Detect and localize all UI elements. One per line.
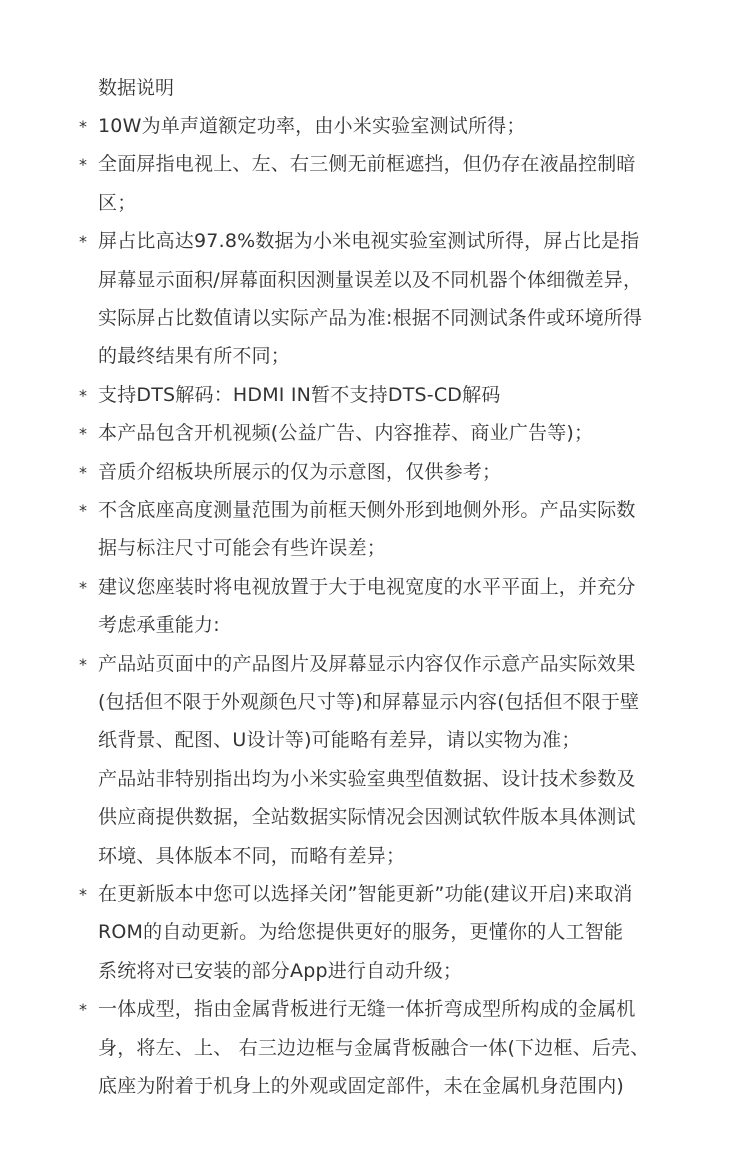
note-text-line: 音质介绍板块所展示的仅为示意图，仅供参考； bbox=[98, 460, 502, 483]
bullet-marker: * bbox=[79, 654, 87, 674]
note-text-line: 产品站非特别指出均为小米实验室典型值数据、设计技术参数及 bbox=[98, 767, 636, 790]
note-text-line: ROM的自动更新。为给您提供更好的服务，更懂你的人工智能 bbox=[98, 921, 624, 944]
note-text-line: 全面屏指电视上、左、右三侧无前框遮挡，但仍存在液晶控制暗 bbox=[98, 153, 636, 176]
bullet-marker: * bbox=[79, 885, 87, 904]
bullet-marker: * bbox=[79, 501, 87, 520]
bullet-marker: * bbox=[79, 462, 87, 482]
document-title: 数据说明 bbox=[98, 77, 175, 99]
note-text-line: 10W为单声道额定功率，由小米实验室测试所得； bbox=[98, 115, 526, 137]
note-text-line: 本产品包含开机视频(公益广告、内容推荐、商业广告等)； bbox=[98, 422, 594, 445]
bullet-marker: * bbox=[79, 385, 87, 405]
note-text-line: 供应商提供数据，全站数据实际情况会因测试软件版本具体测试 bbox=[98, 806, 636, 829]
note-text-line: 支持DTS解码：HDMI IN暂不支持DTS-CD解码 bbox=[98, 383, 501, 406]
note-text-line: 在更新版本中您可以选择关闭”智能更新”功能(建议开启)来取消 bbox=[98, 883, 633, 905]
bullet-marker: * bbox=[79, 424, 87, 444]
note-text-line: 底座为附着于机身上的外观或固定部件，未在金属机身范围内) bbox=[98, 1074, 625, 1097]
note-text-line: 身，将左、上、 右三边边框与金属背板融合一体(下边框、后壳、 bbox=[98, 1036, 650, 1059]
note-text-line: 屏占比高达97.8%数据为小米电视实验室测试所得，屏占比是指 bbox=[98, 230, 640, 253]
note-text-line: 系统将对已安装的部分App进行自动升级； bbox=[98, 959, 463, 982]
note-text-line: 产品站页面中的产品图片及屏幕显示内容仅作示意产品实际效果 bbox=[98, 652, 636, 675]
note-text-line: 据与标注尺寸可能会有些许误差； bbox=[98, 537, 387, 560]
note-text-line: 建议您座装时将电视放置于大于电视宽度的水平平面上，并充分 bbox=[98, 575, 636, 598]
note-text-line: 不含底座高度测量范围为前框天侧外形到地侧外形。产品实际数 bbox=[98, 499, 636, 521]
bullet-marker: * bbox=[79, 155, 87, 175]
bullet-marker: * bbox=[79, 577, 87, 597]
note-text-line: 实际屏占比数值请以实际产品为准:根据不同测试条件或环境所得 bbox=[98, 306, 643, 329]
note-text-line: 区； bbox=[98, 191, 137, 214]
note-text-line: 屏幕显示面积/屏幕面积因测量误差以及不同机器个体细微差异， bbox=[98, 268, 643, 291]
bullet-marker: * bbox=[79, 232, 87, 252]
bullet-marker: * bbox=[79, 1000, 87, 1020]
note-text-line: 一体成型，指由金属背板进行无缝一体折弯成型所构成的金属机 bbox=[98, 998, 636, 1021]
note-text-line: 环境、具体版本不同，而略有差异； bbox=[98, 844, 406, 867]
note-text-line: 的最终结果有所不同； bbox=[98, 345, 291, 368]
note-text-line: 纸背景、配图、U设计等)可能略有差异，请以实物为准； bbox=[98, 729, 581, 752]
note-text-line: 考虑承重能力: bbox=[98, 614, 220, 637]
bullet-marker: * bbox=[79, 117, 87, 136]
note-text-line: (包括但不限于外观颜色尺寸等)和屏幕显示内容(包括但不限于壁 bbox=[98, 690, 640, 713]
